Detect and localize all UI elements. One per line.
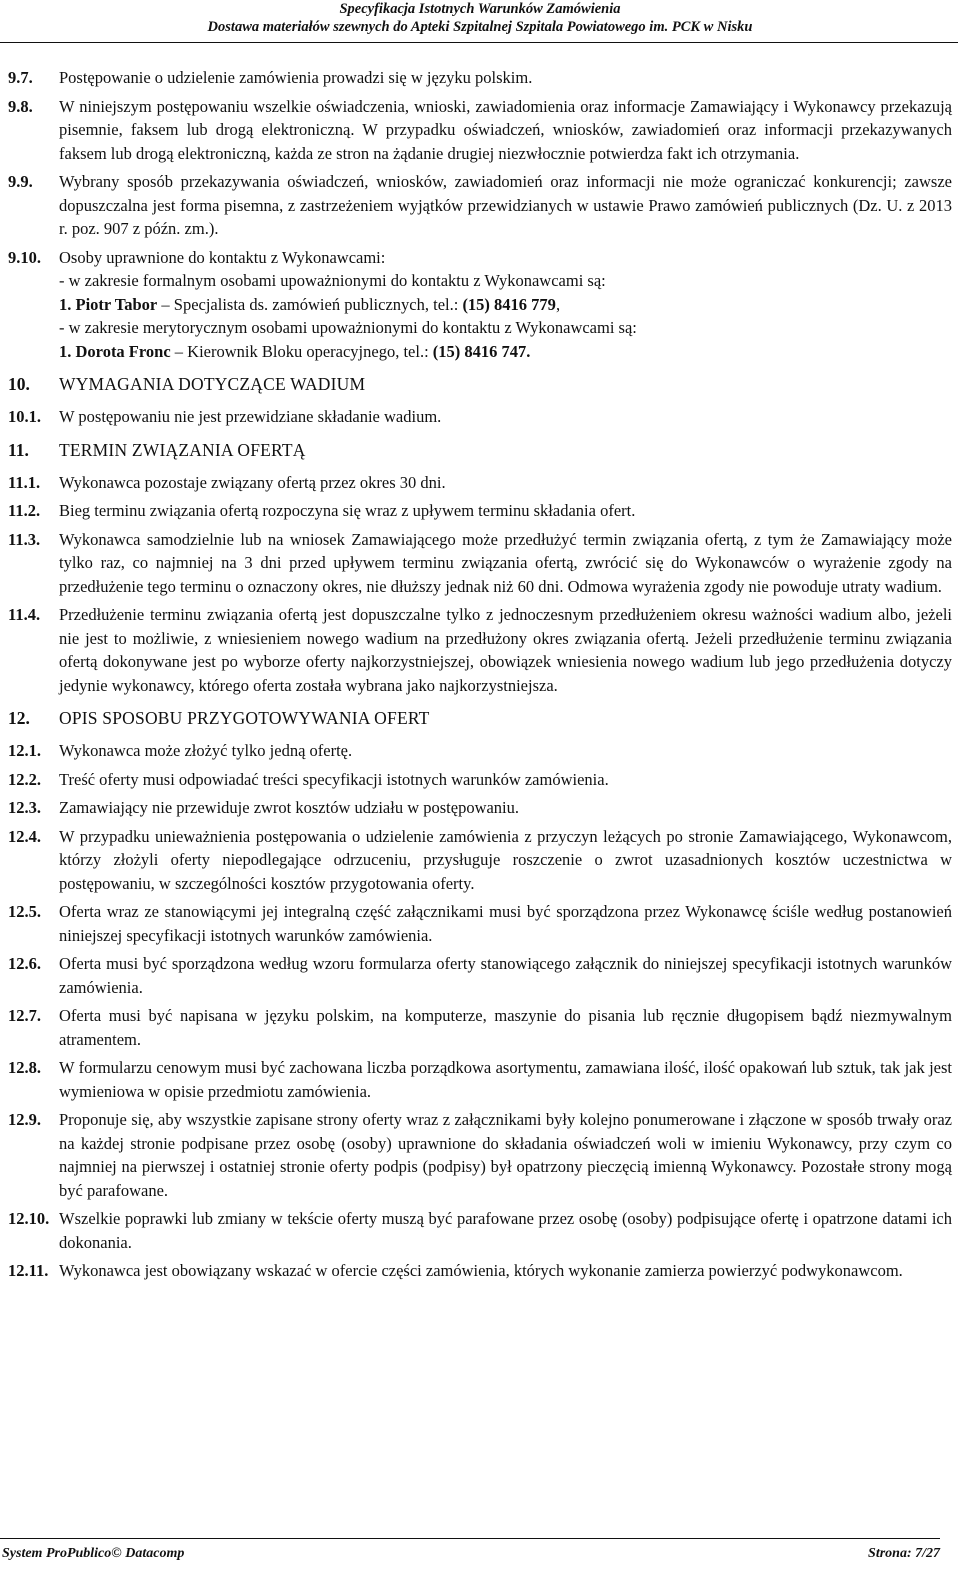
item-text: W formularzu cenowym musi być zachowana liczba porządkowa asortymentu, zamawiana ilość, ilość opakowań lub sztuk, tak jak jest wymieniowa w opisie przedmiotu zamówienia. [59,1058,952,1101]
section-heading [8,705,952,731]
header-subtitle: Dostawa materiałów szewnych do Apteki Szpitalnej Szpitala Powiatowego im. PCK w Nisku [207,19,753,35]
contact-formal-intro: - w zakresie formalnym osobami upoważnionymi do kontaktu z Wykonawcami są: [59,271,606,290]
item-number: 9.7. [8,68,33,87]
list-item [8,900,952,947]
punctuation: . [526,341,531,361]
item-text: Wybrany sposób przekazywania oświadczeń, wniosków, zawiadomień oraz informacji nie może ograniczać konkurencji; zawsze dopuszczalna jest forma pisemna, z zastrzeżeniem wyjątków przewidzianych w ustawie Prawo zamówień publicznych (Dz. U. z 2013 r. poz. 907 z późn. zm.). [59,172,952,238]
item-text: W niniejszym postępowaniu wszelkie oświadczenia, wnioski, zawiadomienia oraz informacje Zamawiający i Wykonawcy przekazują pisemnie, faksem lub drogą elektroniczną. W przypadku oświadczeń, wniosków, zawiadomień oraz informacji przekazywanych faksem lub drogą elektroniczną, każda ze stron na żądanie drugiej niezwłocznie potwierdza fakt ich otrzymania. [59,96,952,163]
page-number: Strona: 7/27 [868,1546,940,1561]
item-text: W przypadku unieważnienia postępowania o udzielenie zamówienia z przyczyn leżących po stronie Zamawiającego, Wykonawcom, którzy złożyli oferty niepodlegające odrzuceniu, przysługuje roszczenie o zwrot uzasadnionych kosztów uczestnictwa w postępowaniu, w szczególności kosztów przygotowania oferty. [59,826,952,893]
heading-text: OPIS SPOSOBU PRZYGOTOWYWANIA OFERT [59,708,430,728]
item-number: 9.9. [8,172,33,191]
item-number: 10.1. [8,407,41,426]
list-item [8,825,952,896]
list-item [8,1056,952,1103]
list-item [8,95,952,166]
item-text: Oferta musi być sporządzona według wzoru formularza oferty stanowiącego załącznik do niniejszej specyfikacji istotnych warunków zamówienia. [59,954,952,997]
item-number: 12.1. [8,741,41,760]
list-item [8,796,952,820]
list-item [8,739,952,763]
section-heading [8,371,952,397]
item-text: Oferta musi być napisana w języku polskim, na komputerze, maszynie do pisania lub ręcznie długopisem bądź niezmywalnym atramentem. [59,1006,952,1049]
contact-merit-person [59,340,952,364]
heading-number: 10. [8,374,30,394]
contact-name: 1. Piotr Tabor [59,294,158,314]
list-item [8,405,952,429]
item-text: Przedłużenie terminu związania ofertą jest dopuszczalne tylko z jednoczesnym przedłużeniem okresu ważności wadium albo, jeżeli nie jest to możliwie, z wniesieniem nowego wadium na przedłużony okres związania ofertą. Jeżeli przedłużenie terminu związania ofertą dokonywane jest po wyborze oferty najkorzystniejszej, obowiązek wniesienia nowego wadium lub jego przedłużenia dotyczy jedynie wykonawcy, którego oferta została wybrana jako najkorzystniejsza. [59,605,952,695]
item-number: 12.7. [8,1006,41,1025]
item-number: 12.10. [8,1209,50,1228]
list-item [8,499,952,523]
item-number: 12.9. [8,1110,41,1129]
item-text: Oferta wraz ze stanowiącymi jej integralną część załącznikami musi być sporządzona przez Wykonawcę ściśle według postanowień niniejszej specyfikacji istotnych warunków zamówienia. [59,902,952,945]
header-divider [0,42,958,43]
item-number: 11.4. [8,605,41,624]
item-number: 9.8. [8,96,33,116]
item-text: Wykonawca samodzielnie lub na wniosek Zamawiającego może przedłużyć termin związania ofertą, z tym że Zamawiający może tylko raz, co najmniej na 3 dni przed upływem terminu związania ofertą, zwrócić się do Wykonawców o wyrażenie zgody na przedłużenie tego terminu o oznaczony okres, nie dłuższy jednak niż 60 dni. Odmowa wyrażenia zgody nie powoduje utraty wadium. [59,529,952,596]
contact-phone: (15) 8416 779 [462,294,556,314]
item-number: 9.10. [8,247,41,267]
item-number: 12.6. [8,954,41,973]
item-number: 12.11. [8,1261,49,1280]
contact-formal-person [59,293,952,317]
document-body [8,66,952,1288]
item-text: Postępowanie o udzielenie zamówienia prowadzi się w języku polskim. [59,68,533,87]
item-text: W postępowaniu nie jest przewidziane składanie wadium. [59,407,442,426]
item-text: Treść oferty musi odpowiadać treści specyfikacji istotnych warunków zamówienia. [59,769,609,789]
item-text: Wykonawca jest obowiązany wskazać w ofercie części zamówienia, których wykonanie zamierza powierzyć podwykonawcom. [59,1261,903,1280]
page-header [0,0,960,40]
item-number: 11.3. [8,529,41,549]
list-item [8,1259,952,1283]
item-text: Wykonawca pozostaje związany ofertą przez okres 30 dni. [59,472,446,492]
item-text: Wykonawca może złożyć tylko jedną ofertę. [59,741,353,760]
contact-merit-intro: - w zakresie merytorycznym osobami upoważnionymi do kontaktu z Wykonawcami są: [59,318,637,337]
item-number: 12.8. [8,1058,41,1077]
list-item [8,1207,952,1254]
header-title: Specyfikacja Istotnych Warunków Zamówienia [339,1,621,17]
footer-divider [0,1538,940,1539]
contact-section [8,246,952,364]
list-item [8,1004,952,1051]
item-number: 12.5. [8,902,41,921]
section-heading [8,437,952,463]
heading-number: 12. [8,708,30,728]
list-item [8,528,952,599]
list-item [8,471,952,495]
contact-role: – Specjalista ds. zamówień publicznych, tel.: [157,294,463,314]
heading-number: 11. [8,439,29,460]
list-item [8,1108,952,1202]
contact-intro: Osoby uprawnione do kontaktu z Wykonawcami: [59,247,386,267]
item-text: Proponuje się, aby wszystkie zapisane strony oferty wraz z załącznikami były kolejno ponumerowane i złączone w sposób trwały oraz na każdej stronie podpisane przez osobę (osoby) uprawnione do składania oświadczeń woli w imieniu Wykonawcy, przy czym co najmniej na pierwszej i ostatniej stronie oferty podpis (podpisy) był opatrzony pieczęcią imienną Wykonawcy. Pozostałe strony mogą być parafowane. [59,1110,952,1200]
heading-text: WYMAGANIA DOTYCZĄCE WADIUM [59,374,366,394]
item-number: 11.1. [8,472,41,492]
contact-role: – Kierownik Bloku operacyjnego, tel.: [170,341,433,361]
item-number: 11.2. [8,501,41,520]
list-item [8,66,952,90]
footer-system-name: System ProPublico© Datacomp [2,1546,185,1561]
item-text: Zamawiający nie przewiduje zwrot kosztów udziału w postępowaniu. [59,798,520,817]
contact-phone: (15) 8416 747 [432,341,527,361]
list-item [8,768,952,792]
heading-text: TERMIN ZWIĄZANIA OFERTĄ [59,439,306,460]
list-item [8,170,952,241]
punctuation: , [555,294,561,314]
item-text: Wszelkie poprawki lub zmiany w tekście oferty muszą być parafowane przez osobę (osoby) podpisujące ofertę i opatrzone datami ich dokonania. [59,1209,952,1252]
item-text: Bieg terminu związania ofertą rozpoczyna się wraz z upływem terminu składania ofert. [59,501,636,520]
item-number: 12.4. [8,826,41,846]
item-number: 12.2. [8,769,41,789]
list-item [8,603,952,697]
item-number: 12.3. [8,798,41,817]
contact-name: 1. Dorota Fronc [59,341,171,361]
list-item [8,952,952,999]
